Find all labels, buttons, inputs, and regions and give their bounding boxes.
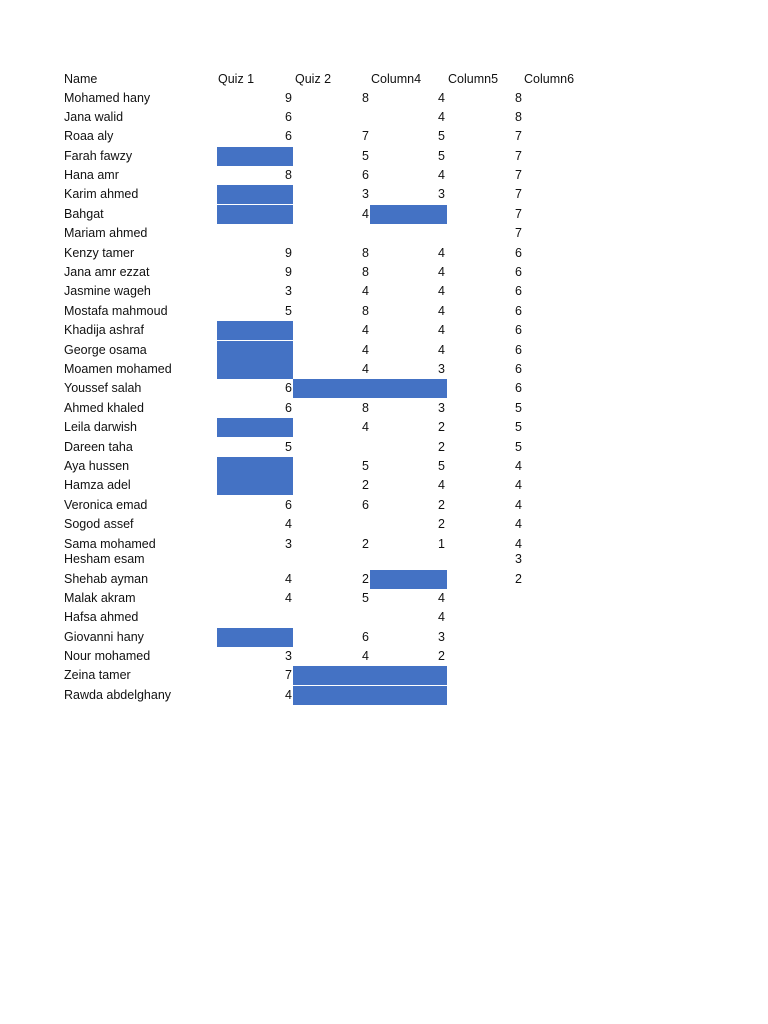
cell-quiz2 <box>293 515 370 534</box>
cell-c4: 4 <box>438 304 445 318</box>
cell-c4: 4 <box>438 265 445 279</box>
cell-name: Malak akram <box>64 591 136 605</box>
cell-quiz2: 6 <box>362 498 369 512</box>
cell-name: Mohamed hany <box>64 91 151 105</box>
header-quiz2: Quiz 2 <box>295 72 332 86</box>
cell-c5: 4 <box>515 459 522 473</box>
cell-quiz2 <box>293 108 370 127</box>
cell-c5: 4 <box>515 498 522 512</box>
cell-c5: 4 <box>515 478 522 492</box>
cell-name: Zeina tamer <box>64 668 131 682</box>
cell-quiz1: 7 <box>285 668 292 682</box>
cell-quiz1: 8 <box>285 168 292 182</box>
cell-quiz2: 8 <box>362 265 369 279</box>
cell-quiz2: 4 <box>362 420 369 434</box>
cell-quiz1 <box>217 550 293 569</box>
cell-c5: 6 <box>515 381 522 395</box>
cell-quiz1: 3 <box>285 649 292 663</box>
cell-name: Jana walid <box>64 110 124 124</box>
cell-name: Farah fawzy <box>64 149 133 163</box>
cell-c5: 5 <box>515 401 522 415</box>
cell-name: Bahgat <box>64 207 104 221</box>
cell-name: Shehab ayman <box>64 572 149 586</box>
cell-quiz1: 4 <box>285 572 292 586</box>
cell-name: Moamen mohamed <box>64 362 172 376</box>
cell-c4: 1 <box>438 537 445 551</box>
cell-quiz1: 3 <box>285 537 292 551</box>
cell-name: Giovanni hany <box>64 630 144 644</box>
cell-quiz1: 9 <box>285 246 292 260</box>
cell-quiz1 <box>217 341 293 360</box>
cell-c4: 5 <box>438 129 445 143</box>
cell-quiz2 <box>293 379 370 398</box>
cell-c5: 7 <box>515 168 522 182</box>
cell-quiz2 <box>293 224 370 243</box>
cell-c5: 8 <box>515 110 522 124</box>
cell-c4: 5 <box>438 149 445 163</box>
cell-name: Hesham esam <box>64 552 145 566</box>
cell-quiz1 <box>217 224 293 243</box>
cell-c5: 7 <box>515 226 522 240</box>
cell-quiz2: 6 <box>362 168 369 182</box>
cell-name: Leila darwish <box>64 420 137 434</box>
cell-name: Dareen taha <box>64 440 133 454</box>
cell-quiz2 <box>293 608 370 627</box>
cell-c4 <box>370 379 447 398</box>
cell-name: Jana amr ezzat <box>64 265 150 279</box>
cell-quiz1 <box>217 147 293 166</box>
cell-c4: 4 <box>438 168 445 182</box>
cell-name: Rawda abdelghany <box>64 688 172 702</box>
cell-c4: 4 <box>438 284 445 298</box>
cell-c4: 4 <box>438 610 445 624</box>
cell-name: Mostafa mahmoud <box>64 304 168 318</box>
cell-c4: 5 <box>438 459 445 473</box>
cell-c4: 2 <box>438 517 445 531</box>
cell-quiz1 <box>217 457 293 476</box>
cell-name: Kenzy tamer <box>64 246 135 260</box>
cell-c5: 6 <box>515 343 522 357</box>
cell-name: Veronica emad <box>64 498 148 512</box>
cell-quiz1: 4 <box>285 688 292 702</box>
cell-quiz1: 3 <box>285 284 292 298</box>
cell-c5 <box>515 666 555 685</box>
cell-c4: 4 <box>438 343 445 357</box>
cell-c5: 7 <box>515 207 522 221</box>
cell-c5: 8 <box>515 91 522 105</box>
cell-quiz2: 8 <box>362 91 369 105</box>
cell-name: Khadija ashraf <box>64 323 144 337</box>
cell-name: Mariam ahmed <box>64 226 148 240</box>
cell-quiz1: 9 <box>285 265 292 279</box>
cell-name: Hana amr <box>64 168 119 182</box>
cell-name: Sama mohamed <box>64 537 156 551</box>
cell-name: Hamza adel <box>64 478 131 492</box>
cell-c5: 6 <box>515 362 522 376</box>
cell-c5: 4 <box>515 537 522 551</box>
cell-c5: 7 <box>515 187 522 201</box>
cell-c4: 3 <box>438 401 445 415</box>
cell-quiz1: 5 <box>285 304 292 318</box>
cell-quiz2: 5 <box>362 459 369 473</box>
cell-quiz1 <box>217 205 293 224</box>
cell-quiz1: 6 <box>285 129 292 143</box>
cell-quiz1: 4 <box>285 591 292 605</box>
cell-quiz2: 6 <box>362 630 369 644</box>
cell-c5: 4 <box>515 517 522 531</box>
cell-quiz2: 2 <box>362 572 369 586</box>
cell-quiz2: 3 <box>362 187 369 201</box>
cell-c4: 2 <box>438 498 445 512</box>
header-name: Name <box>64 72 98 86</box>
cell-c4 <box>370 686 447 705</box>
cell-c5: 6 <box>515 284 522 298</box>
cell-c4: 3 <box>438 362 445 376</box>
cell-c5: 2 <box>515 572 522 586</box>
cell-quiz1 <box>217 185 293 204</box>
cell-quiz1: 6 <box>285 498 292 512</box>
cell-c4: 4 <box>438 323 445 337</box>
cell-quiz1: 9 <box>285 91 292 105</box>
cell-quiz2: 5 <box>362 591 369 605</box>
cell-c4: 3 <box>438 630 445 644</box>
cell-quiz2: 4 <box>362 343 369 357</box>
cell-c5 <box>515 589 555 608</box>
cell-c5: 3 <box>515 552 522 566</box>
cell-quiz2: 4 <box>362 207 369 221</box>
cell-quiz2: 2 <box>362 537 369 551</box>
cell-c5 <box>515 628 555 647</box>
cell-quiz1: 6 <box>285 401 292 415</box>
cell-quiz1: 6 <box>285 110 292 124</box>
cell-c4: 4 <box>438 591 445 605</box>
cell-c4: 2 <box>438 440 445 454</box>
cell-c4: 2 <box>438 420 445 434</box>
cell-name: Ahmed khaled <box>64 401 144 415</box>
cell-c5: 6 <box>515 304 522 318</box>
cell-c5: 7 <box>515 129 522 143</box>
cell-quiz2: 5 <box>362 149 369 163</box>
cell-quiz1 <box>217 608 293 627</box>
cell-c5: 7 <box>515 149 522 163</box>
cell-c4 <box>370 550 447 569</box>
cell-quiz1 <box>217 628 293 647</box>
cell-name: Roaa aly <box>64 129 114 143</box>
cell-c5: 6 <box>515 265 522 279</box>
cell-c4: 4 <box>438 91 445 105</box>
cell-quiz2: 4 <box>362 323 369 337</box>
cell-quiz2: 2 <box>362 478 369 492</box>
cell-quiz1 <box>217 418 293 437</box>
cell-name: Youssef salah <box>64 381 142 395</box>
cell-name: Nour mohamed <box>64 649 151 663</box>
cell-quiz2 <box>293 438 370 457</box>
cell-c5: 6 <box>515 323 522 337</box>
cell-name: Sogod assef <box>64 517 134 531</box>
cell-quiz1 <box>217 321 293 340</box>
cell-c5 <box>515 647 555 666</box>
cell-quiz2 <box>293 666 370 685</box>
cell-quiz2: 7 <box>362 129 369 143</box>
cell-quiz2: 4 <box>362 284 369 298</box>
header-quiz1: Quiz 1 <box>218 72 255 86</box>
cell-quiz1: 4 <box>285 517 292 531</box>
cell-c4 <box>370 570 447 589</box>
header-column4: Column4 <box>371 72 422 86</box>
cell-quiz2: 4 <box>362 362 369 376</box>
cell-name: Karim ahmed <box>64 187 139 201</box>
cell-name: Jasmine wageh <box>64 284 151 298</box>
header-column6: Column6 <box>524 72 575 86</box>
cell-quiz2: 8 <box>362 401 369 415</box>
cell-c5: 5 <box>515 440 522 454</box>
cell-quiz2 <box>293 550 370 569</box>
cell-name: Aya hussen <box>64 459 130 473</box>
cell-c4 <box>370 666 447 685</box>
cell-c4: 4 <box>438 478 445 492</box>
cell-quiz2 <box>293 686 370 705</box>
cell-c4 <box>370 224 447 243</box>
header-column5: Column5 <box>448 72 499 86</box>
cell-name: Hafsa ahmed <box>64 610 139 624</box>
cell-quiz1 <box>217 476 293 495</box>
cell-c5: 6 <box>515 246 522 260</box>
cell-c4: 3 <box>438 187 445 201</box>
cell-c4: 4 <box>438 246 445 260</box>
cell-c4 <box>370 205 447 224</box>
cell-quiz1 <box>217 360 293 379</box>
cell-c5 <box>515 608 555 627</box>
cell-c5 <box>515 686 555 705</box>
cell-quiz1: 5 <box>285 440 292 454</box>
cell-c4: 4 <box>438 110 445 124</box>
cell-quiz2: 8 <box>362 304 369 318</box>
cell-quiz1: 6 <box>285 381 292 395</box>
cell-c4: 2 <box>438 649 445 663</box>
cell-quiz2: 4 <box>362 649 369 663</box>
cell-name: George osama <box>64 343 147 357</box>
cell-c5: 5 <box>515 420 522 434</box>
cell-quiz2: 8 <box>362 246 369 260</box>
